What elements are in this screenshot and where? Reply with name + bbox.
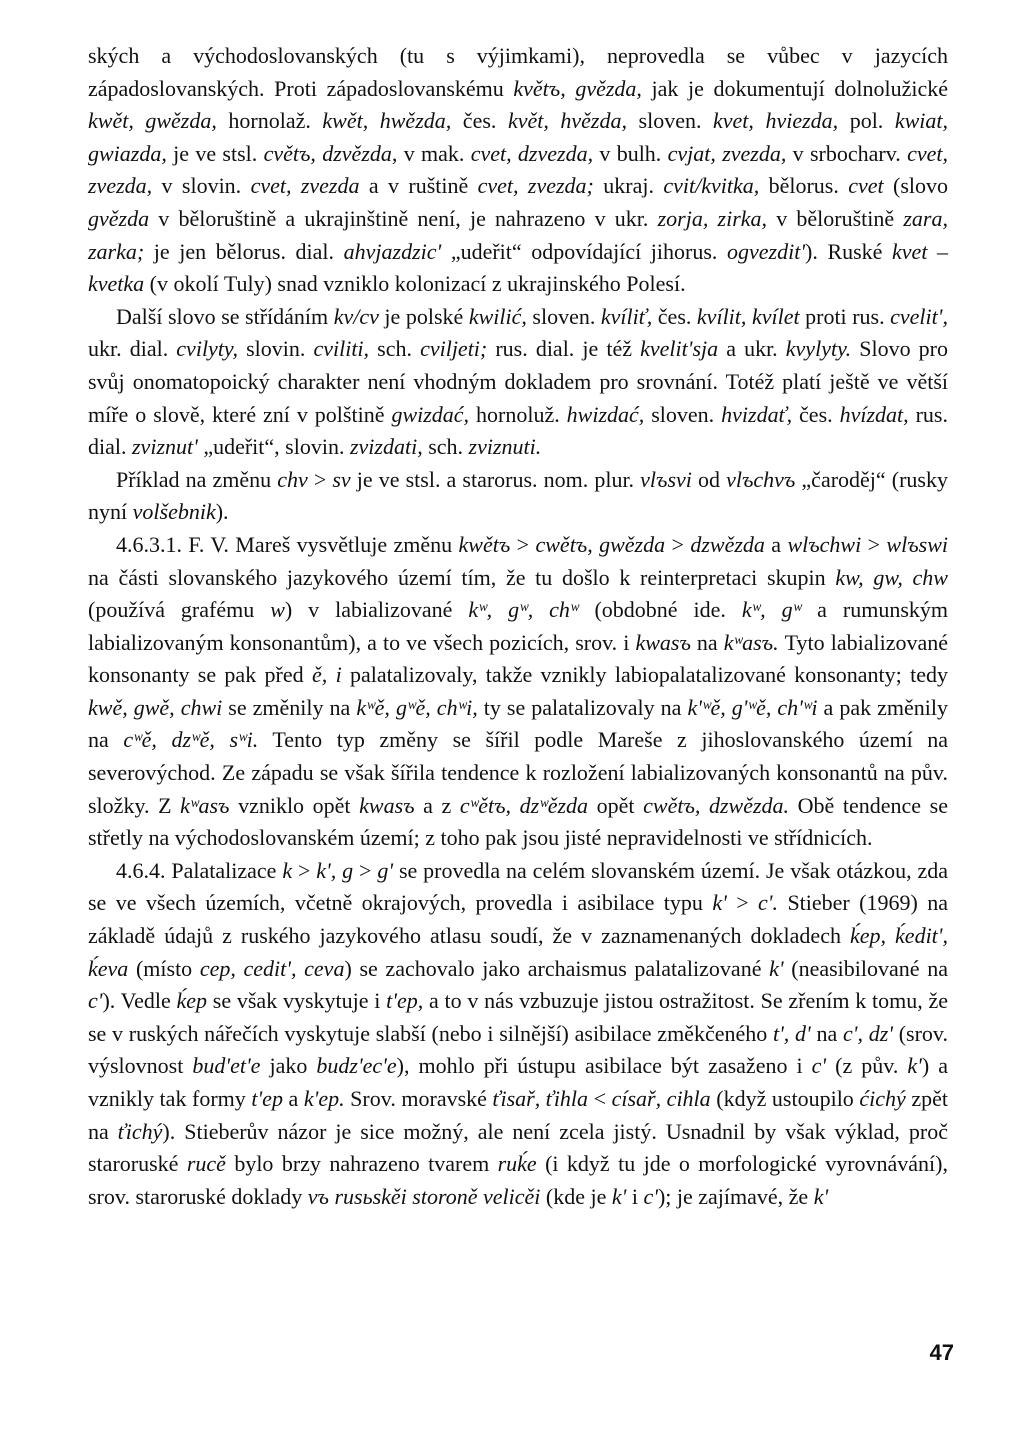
italic-term: císař, cihla: [611, 1086, 711, 1111]
italic-term: kwasъ: [359, 792, 415, 818]
text-run: čes.: [451, 108, 508, 134]
italic-term: cwětъ, dzwězda.: [643, 792, 790, 818]
italic-term: ḱep: [176, 988, 208, 1014]
text-run: a ukr.: [718, 336, 786, 362]
text-run: a rumunským labializovaným konsonantům), a to ve všech pozicích, srov. i: [88, 597, 949, 655]
text-run: Tento typ změny se šířil podle Mareše z jihoslovanského území na severovýchod. Ze západu se však šířila tendence k rozložení labializovaných konsonantů na pův. složky. Z: [88, 727, 949, 818]
text-run: >: [307, 466, 333, 492]
text-run: vzniklo opět: [229, 792, 360, 818]
text-run: v běloruštině a ukrajinštině není, je nahrazeno v ukr.: [149, 205, 658, 231]
text-run: ských a východoslovanských (tu s výjimkami), neprovedla se vůbec v jazycích západoslovanských. Proti západoslovanskému: [88, 43, 948, 101]
text-run: ) se zachovalo jako archaismus palatalizované: [344, 955, 770, 981]
text-run: 4.6.4. Palatalizace: [116, 857, 283, 883]
italic-term: cvjat, zvezda,: [667, 140, 787, 166]
text-run: „udeřit“ odpovídající jihorus.: [441, 238, 727, 264]
italic-term: kvelit'sja: [640, 336, 719, 362]
italic-term: c': [811, 1053, 827, 1079]
italic-term: c', dz': [842, 1020, 893, 1046]
italic-term: zara, zarka;: [88, 205, 948, 264]
text-run: i: [626, 1183, 644, 1209]
italic-term: kʷ, gʷ, chʷ: [468, 597, 579, 623]
italic-term: ogvezdit': [727, 238, 806, 264]
italic-term: t'ep: [251, 1086, 283, 1111]
text-run: jak je dokumentují dolnolužické: [641, 75, 948, 101]
text-run: (místo: [128, 955, 200, 981]
italic-term: k': [712, 890, 727, 916]
italic-term: cvilyty,: [176, 336, 238, 362]
italic-term: zviznuti.: [468, 434, 542, 460]
text-run: a v ruštině: [359, 173, 478, 199]
italic-term: ćichý: [859, 1086, 906, 1111]
italic-term: k': [611, 1183, 627, 1209]
text-run: je ve stsl.: [166, 140, 264, 166]
italic-term: kwilić,: [468, 303, 527, 329]
italic-term: vlъsvi: [640, 466, 692, 492]
italic-term: kwě, gwě, chwi: [88, 694, 223, 720]
text-run: jako: [260, 1053, 317, 1079]
text-run: sloven.: [526, 303, 601, 329]
paragraph: [88, 529, 948, 855]
text-run: ) v labializované: [284, 597, 469, 623]
text-run: ); je zajímavé, že: [657, 1183, 814, 1209]
italic-term: kvet, hviezda,: [713, 108, 839, 134]
text-run: >: [861, 531, 887, 557]
italic-term: zorja, zirka,: [657, 205, 768, 231]
text-run: hornoluž.: [469, 401, 567, 427]
text-run: (srov. výslovnost: [88, 1020, 948, 1079]
text-run: je polské: [378, 303, 469, 329]
italic-term: c': [88, 988, 103, 1014]
italic-term: dzwězda: [690, 531, 765, 557]
text-run: v srbocharv.: [786, 140, 908, 166]
text-run: proti rus.: [799, 303, 891, 329]
italic-term: budz'ec'e: [316, 1053, 397, 1079]
italic-term: k': [907, 1053, 922, 1079]
italic-term: cvelit',: [890, 303, 948, 329]
text-run: a pak změnily na: [88, 694, 948, 753]
text-run: na: [810, 1020, 843, 1046]
text-run: slovin.: [237, 336, 314, 362]
paragraph: [88, 464, 948, 529]
text-run: Příklad na změnu: [116, 466, 278, 492]
text-run: bylo brzy nahrazeno tvarem: [225, 1151, 498, 1177]
italic-term: cvet, zvezda: [250, 173, 360, 199]
text-run: od: [691, 466, 727, 492]
text-run: (kde je: [540, 1183, 612, 1209]
italic-term: c'.: [758, 890, 779, 916]
text-run: >: [726, 890, 759, 916]
italic-term: k: [282, 857, 293, 883]
text-run: (v okolí Tuly) snad vzniklo kolonizací z ukrajinského Polesí.: [144, 271, 686, 297]
text-run: sloven.: [626, 108, 713, 134]
text-run: palatalizovaly, takže vznikly labiopalatalizované konsonanty; tedy: [341, 662, 948, 688]
italic-term: rucě: [186, 1151, 226, 1177]
italic-term: cviljeti;: [420, 336, 488, 362]
italic-term: kwět, hwězda,: [322, 108, 452, 134]
italic-term: kwět, gwězda,: [88, 108, 217, 134]
text-run: ) a vznikly tak formy: [88, 1053, 948, 1111]
text-run: opět: [588, 792, 644, 818]
text-run: a: [282, 1086, 304, 1111]
text-run: Tyto labializované konsonanty se pak před: [88, 629, 948, 688]
text-run: hornolaž.: [216, 108, 323, 134]
text-run: „udeřit“, slovin.: [197, 434, 350, 460]
italic-term: kvet – kvetka: [88, 238, 949, 297]
paragraph: [88, 855, 948, 1214]
page-number: 47: [929, 1340, 954, 1365]
text-run: pol.: [838, 108, 895, 134]
italic-term: bud'et'e: [192, 1053, 261, 1079]
text-run: zpět na: [88, 1086, 948, 1144]
italic-term: kʷ, gʷ: [741, 597, 802, 623]
italic-term: chv: [277, 466, 308, 492]
text-run: se změnily na: [222, 694, 357, 720]
italic-term: hwizdać,: [566, 401, 645, 427]
italic-term: c': [643, 1183, 658, 1209]
italic-term: kvylyty.: [785, 336, 852, 362]
text-run: a: [764, 531, 788, 557]
italic-term: vlъchvъ: [726, 466, 796, 492]
text-run: <: [588, 1086, 612, 1111]
italic-term: kwětъ: [458, 531, 511, 557]
italic-term: hvizdať,: [721, 401, 793, 427]
italic-term: květ, hvězda,: [507, 108, 627, 134]
text-run: na části slovanského jazykového území tím, že tu došlo k reinterpretaci skupin: [88, 564, 836, 590]
text-run: Srov. moravské: [344, 1086, 493, 1111]
italic-term: t'ep,: [386, 988, 424, 1014]
italic-term: kwasъ: [635, 629, 691, 655]
italic-term: cvet, dzvezda,: [470, 140, 594, 166]
text-run: (obdobné ide.: [578, 597, 742, 623]
italic-term: cwětъ, gwězda: [535, 531, 666, 557]
text-run: ty se palatalizovaly na: [477, 694, 688, 720]
italic-term: vъ rusьskěi storoně velicěi: [307, 1183, 541, 1209]
text-run: a z: [414, 792, 460, 818]
italic-term: ḱep, ḱedit', ḱeva: [88, 923, 948, 981]
italic-term: gvězda: [88, 205, 150, 231]
italic-term: ruḱe: [497, 1151, 537, 1177]
italic-term: cvit/kvitka,: [663, 173, 760, 199]
italic-term: hvízdat,: [839, 401, 909, 427]
italic-term: kw, gw, chw: [835, 564, 948, 590]
text-run: v běloruštině: [767, 205, 904, 231]
italic-term: wlъswi: [886, 531, 948, 557]
text-run: >: [292, 857, 317, 883]
italic-term: k': [769, 955, 784, 981]
italic-term: k'ep.: [303, 1086, 345, 1111]
italic-term: ťisař, ťihla: [492, 1086, 589, 1111]
text-run: v mak.: [397, 140, 471, 166]
text-run: (i když tu jde o morfologické vyrovnávání), srov. staroruské doklady: [88, 1151, 948, 1209]
page-body: [88, 40, 948, 1400]
italic-term: cvet, zvezda;: [477, 173, 594, 199]
italic-term: g': [377, 857, 394, 883]
italic-term: cep, cedit', ceva: [199, 955, 345, 981]
text-run: rus. dial.: [88, 401, 948, 460]
text-run: se provedla na celém slovanském území. Je však otázkou, zda se ve všech územích, včetně okrajových, provedla i asibilace typu: [88, 857, 948, 916]
text-run: >: [353, 857, 378, 883]
text-run: sch.: [369, 336, 421, 362]
text-run: ).: [215, 499, 229, 525]
text-run: čes.: [652, 303, 697, 329]
text-run: Stieber (1969) na základě údajů z ruského jazykového atlasu soudí, že v zaznamenaných dokladech: [88, 890, 948, 949]
text-run: v bulh.: [593, 140, 668, 166]
paragraph: [88, 301, 948, 464]
italic-term: k': [813, 1183, 829, 1209]
text-run: sloven.: [644, 401, 722, 427]
text-run: ), mohlo při ústupu asibilace být zasaženo i: [396, 1053, 812, 1079]
italic-term: ťichý: [117, 1118, 163, 1144]
text-run: >: [510, 531, 536, 557]
text-run: (když ustoupilo: [710, 1086, 860, 1111]
italic-term: g: [342, 857, 354, 883]
text-run: a to v nás vzbuzuje jistou ostražitost. Se zřením k tomu, že se v ruských nářečích vyskytuje slabší (nebo i silnější) asibilace změkčeného: [88, 988, 948, 1046]
text-run: (slovo: [883, 173, 949, 199]
text-run: ). Stieberův názor je sice možný, ale není zcela jistý. Usnadnil by však výklad, proč staroruské: [88, 1118, 949, 1177]
text-run: se však vyskytuje i: [207, 988, 387, 1014]
italic-term: gwizdać,: [391, 401, 470, 427]
text-run: Obě tendence se střetly na východoslovanském území; z toho pak jsou jisté nepravidelnosti ve střídnicích.: [88, 792, 948, 851]
italic-term: kvílit, kvílet: [696, 303, 800, 329]
italic-term: kʷasъ: [180, 792, 230, 818]
text-run: (používá grafému: [88, 597, 271, 623]
text-run: je jen bělorus. dial.: [144, 238, 344, 264]
italic-term: cvet, zvezda,: [88, 140, 948, 199]
italic-term: cviliti,: [313, 336, 370, 362]
italic-term: zviznut': [132, 434, 198, 460]
text-run: Slovo pro svůj onomatopoický charakter není vhodným dokladem pro srovnání. Totéž platí ještě ve větší míře o slově, které zní v polštině: [88, 336, 948, 427]
text-run: v slovin.: [152, 173, 251, 199]
italic-term: ahvjazdzic': [343, 238, 442, 264]
italic-term: sv: [332, 466, 351, 492]
italic-term: wlъchwi: [787, 531, 862, 557]
italic-term: květъ, gvězda,: [513, 75, 642, 101]
text-run: (z pův.: [826, 1053, 908, 1079]
italic-term: cvětъ, dzvězda,: [263, 140, 398, 166]
italic-term: k',: [316, 857, 337, 883]
italic-term: cvet: [848, 173, 884, 199]
italic-term: cʷětъ, dzʷězda: [459, 792, 589, 818]
italic-term: kwiat, gwiazda,: [88, 108, 949, 166]
italic-term: kʷě, gʷě, chʷi,: [356, 694, 478, 720]
text-run: ukr. dial.: [88, 336, 177, 362]
text-run: >: [665, 531, 691, 557]
italic-term: kʷasъ.: [723, 629, 779, 655]
italic-term: cʷě, dzʷě, sʷi.: [123, 727, 259, 753]
italic-term: volšebnik: [132, 499, 216, 525]
italic-term: kv/cv: [333, 303, 379, 329]
italic-term: w: [270, 597, 285, 623]
text-run: ukraj.: [593, 173, 664, 199]
text-run: je ve stsl. a starorus. nom. plur.: [350, 466, 641, 492]
text-run: čes.: [792, 401, 840, 427]
text-run: rus. dial. je též: [487, 336, 641, 362]
text-run: Další slovo se střídáním: [116, 303, 334, 329]
italic-term: zvizdati,: [349, 434, 423, 460]
italic-term: t', d': [772, 1020, 811, 1046]
italic-term: k'ʷě, g'ʷě, ch'ʷi: [687, 694, 818, 720]
text-run: 4.6.3.1. F. V. Mareš vysvětluje změnu: [116, 531, 459, 557]
text-run: (neasibilované na: [783, 955, 948, 981]
italic-term: kvíliť,: [600, 303, 653, 329]
paragraph: [88, 40, 948, 301]
text-run: ). Vedle: [102, 988, 177, 1014]
text-run: na: [690, 629, 724, 655]
italic-term: ě, i: [311, 662, 342, 688]
text-run: sch.: [422, 434, 469, 460]
text-run: „čaroděj“ (rusky nyní: [88, 466, 948, 525]
text-run: bělorus.: [759, 173, 849, 199]
text-run: ). Ruské: [805, 238, 893, 264]
